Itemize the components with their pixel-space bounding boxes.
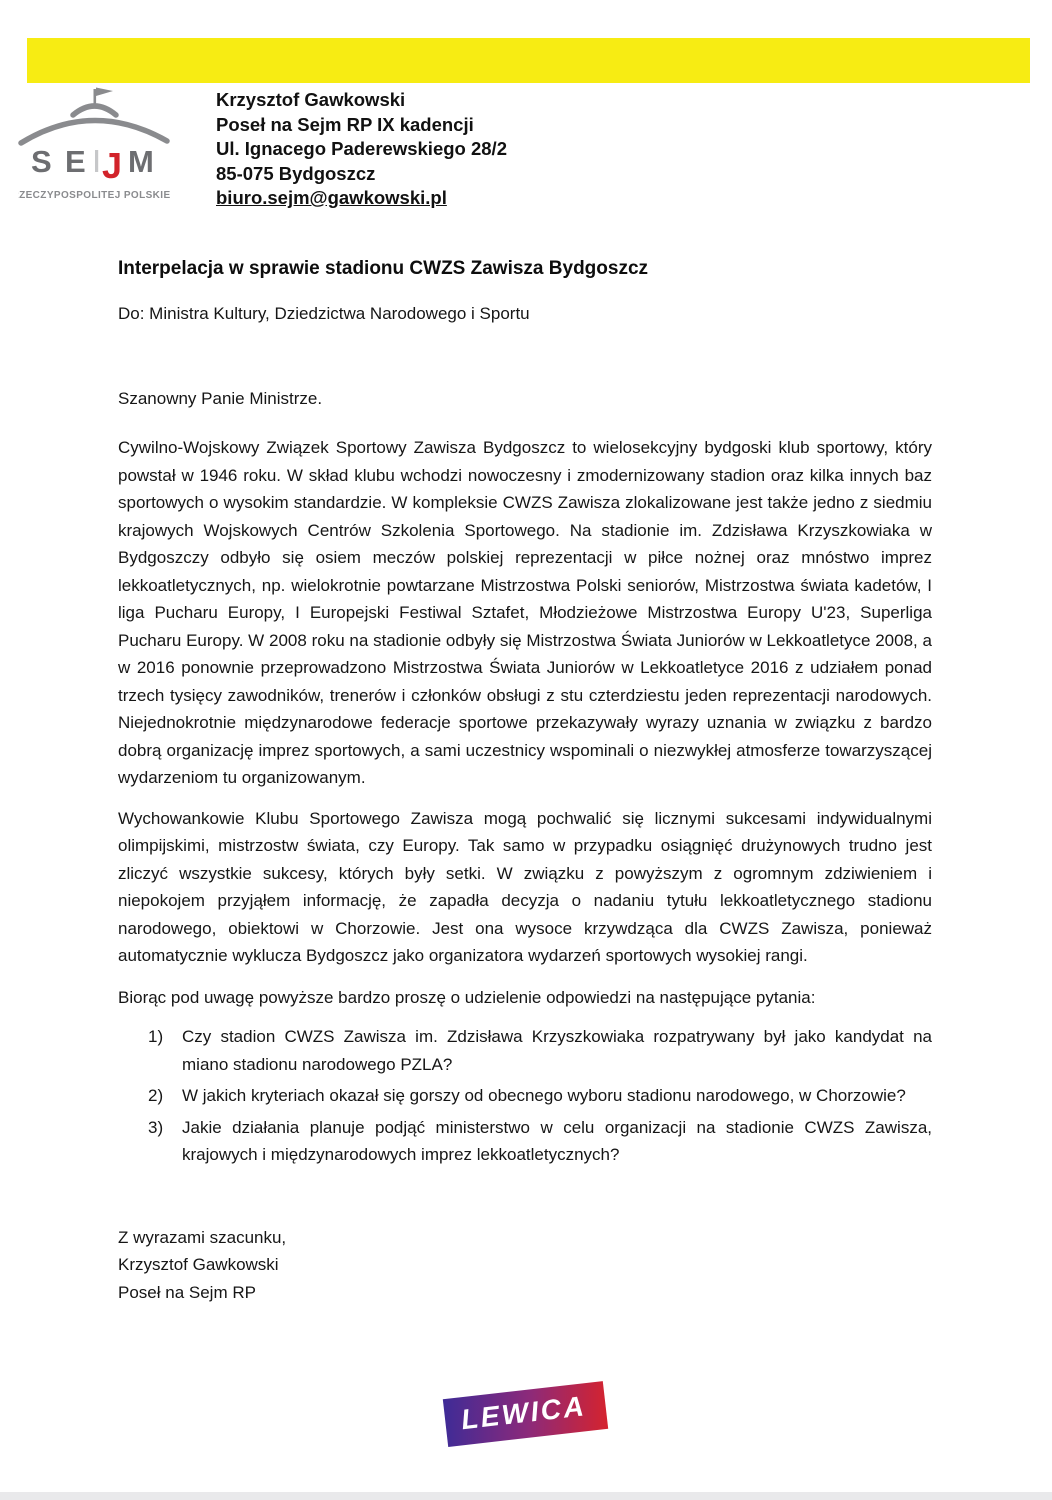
salutation: Szanowny Panie Ministrze. (118, 388, 323, 408)
logo-letter-j-red: J (102, 145, 123, 186)
question-text-1: Czy stadion CWZS Zawisza im. Zdzisława Krzyszkowiaka rozpatrywany był jako kandydat na miano stadionu narodowego PZLA? (182, 1027, 932, 1074)
logo-light-bar (95, 150, 98, 172)
sender-email-link[interactable]: biuro.sejm@gawkowski.pl (216, 187, 447, 208)
logo-letter-s: S (31, 144, 52, 179)
closing-regards: Z wyrazami szacunku, (118, 1227, 287, 1247)
paragraph-1: Cywilno-Wojskowy Związek Sportowy Zawisza Bydgoszcz to wielosekcyjny bydgoski klub sportowy, który powstał w 1946 roku. W skład klubu wchodzi nowoczesny i zmodernizowany stadion oraz kilka innych baz sportowych o wysokim standardzie. W kompleksie CWZS Zawisza zlokalizowane jest także jedno z siedmiu krajowych Wojskowych Centrów Szkolenia Sportowego. Na stadionie im. Zdzisława Krzyszkowiaka w Bydgoszczy odbyło się osiem meczów polskiej reprezentacji w piłce nożnej oraz mnóstwo imprez lekkoatletycznych, np. wielokrotnie powtarzane Mistrzostwa Polski seniorów, Mistrzostwa świata kadetów, I liga Pucharu Europy, I Europejski Festiwal Sztafet, Młodzieżowe Mistrzostwa Europy U'23, Superliga Pucharu Europy. W 2008 roku na stadionie odbyły się Mistrzostwa Świata Juniorów w Lekkoatletyce 2008, a w 2016 ponownie przeprowadzono Mistrzostwa Świata Juniorów w Lekkoatletyce 2016 z udziałem ponad trzech tysięcy zawodników, trenerów i członków obsługi z stu czterdziestu jeden reprezentacji narodowych. Niejednokrotnie międzynarodowe federacje sportowe przekazywały wyrazy uznania w związku z bardzo dobrą organizację imprez sportowych, a sami uczestnicy wspominali o niezwykłej atmosferze towarzyszącej wydarzeniom tu organizowanym. (118, 438, 932, 787)
questions-list (148, 1023, 932, 1169)
questions-lead-in: Biorąc pod uwagę powyższe bardzo proszę o udzielenie odpowiedzi na następujące pytania: (118, 987, 816, 1007)
question-number-1: 1) (148, 1027, 164, 1046)
letterhead (18, 84, 507, 211)
question-number-2: 2) (148, 1086, 164, 1105)
sejm-dome-icon (18, 84, 170, 206)
footer (0, 1390, 1052, 1438)
sender-street: Ul. Ignacego Paderewskiego 28/2 (216, 138, 507, 159)
closing-signature-role: Poseł na Sejm RP (118, 1282, 256, 1302)
question-item-1 (148, 1023, 932, 1078)
paragraph-2: Wychowankowie Klubu Sportowego Zawisza mogą pochwalić się licznymi sukcesami indywidualnymi olimpijskimi, mistrzostw świata, czy Europy. Tak samo w przypadku osiągnięć drużynowych trudno jest zliczyć wszystkie sukcesy, których były setki. W związku z powyższym z ogromnym zdziwieniem i niepokojem przyjąłem informację, że zapadła decyzja o nadaniu tytułu lekkoatletycznego stadionu narodowego, obiektowi w Chorzowie. Jest ona wysoce krzywdząca dla CWZS Zawisza, ponieważ automatycznie wyklucza Bydgoszcz jako organizatora wydarzeń sportowych wysokiej rangi. (118, 808, 932, 965)
sender-city: 85-075 Bydgoszcz (216, 162, 376, 184)
question-item-3 (148, 1114, 932, 1169)
logo-caption: RZECZYPOSPOLITEJ POLSKIEJ (18, 190, 170, 201)
sender-role: Poseł na Sejm RP IX kadencji (216, 113, 474, 135)
lewica-logo: LEWICA (443, 1381, 609, 1447)
closing-signature-name: Krzysztof Gawkowski (118, 1255, 279, 1274)
logo-letter-m: M (128, 144, 154, 179)
letter-body (118, 255, 932, 1306)
closing-block (118, 1224, 932, 1307)
question-item-2 (148, 1082, 932, 1110)
letter-title: Interpelacja w sprawie stadionu CWZS Zawisza Bydgoszcz (118, 258, 649, 279)
logo-letter-e: E (65, 144, 86, 179)
question-text-2: W jakich kryteriach okazał się gorszy od obecnego wyboru stadionu narodowego, w Chorzowie? (182, 1086, 906, 1105)
recipient-line: Do: Ministra Kultury, Dziedzictwa Narodowego i Sportu (118, 304, 530, 323)
yellow-highlight-banner (27, 38, 1030, 83)
question-text-3: Jakie działania planuje podjąć ministerstwo w celu organizacji na stadionie CWZS Zawisza, krajowych i międzynarodowych imprez lekkoatletycznych? (182, 1117, 932, 1164)
question-number-3: 3) (148, 1117, 164, 1137)
sejm-logo (18, 84, 170, 211)
bottom-gray-strip (0, 1492, 1052, 1500)
sender-address-block (216, 84, 507, 211)
sender-name: Krzysztof Gawkowski (216, 89, 406, 110)
